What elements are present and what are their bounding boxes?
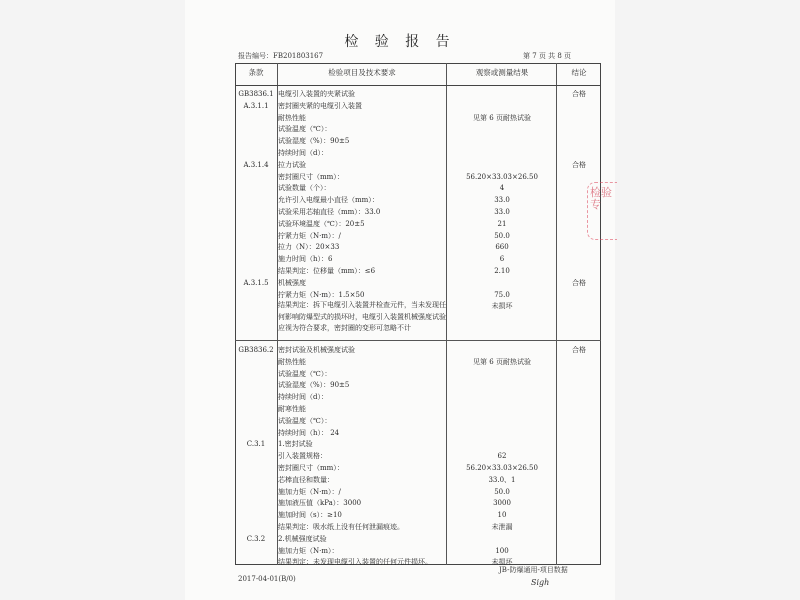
- cell-verdict: [557, 486, 601, 498]
- cell-result: [447, 123, 557, 135]
- cell-clause: [235, 379, 277, 391]
- cell-verdict: 合格: [572, 278, 586, 287]
- cell-item: 施加力矩（N·m）：/: [278, 487, 341, 496]
- cell-result: 62: [497, 452, 507, 461]
- cell-item: 试验温度（℃）：: [278, 369, 332, 378]
- cell-clause: [235, 112, 277, 124]
- cell-item: 结果判定：位移量（mm）：≤6: [278, 267, 376, 275]
- cell-result: 6: [499, 255, 505, 264]
- cell-result: 未损坏: [491, 302, 513, 311]
- cell-clause: [235, 486, 277, 498]
- cell-verdict: [557, 112, 601, 124]
- cell-clause: [235, 265, 277, 277]
- cell-clause: [235, 497, 277, 509]
- cell-verdict: [557, 462, 601, 474]
- cell-item: 施加时间（s）：≥10: [278, 511, 342, 520]
- cell-item: 密封圈尺寸（mm）：: [278, 464, 344, 472]
- cell-result: 100: [495, 546, 509, 555]
- cell-clause: A.3.1.1: [243, 101, 269, 110]
- cell-result: [447, 159, 557, 171]
- cell-item: 密封圈尺寸（mm）：: [278, 172, 344, 181]
- cell-verdict: [557, 497, 601, 509]
- cell-clause: [235, 194, 277, 206]
- cell-clause: [235, 253, 277, 265]
- inspection-stamp: 检验专: [587, 182, 617, 240]
- cell-item: 试验湿度（%）：90±5: [278, 137, 350, 146]
- cell-result: 见第 6 页耐热试验: [473, 357, 531, 366]
- cell-result: 50.0: [494, 231, 510, 240]
- cell-item: 拧紧力矩（N·m）：1.5×50: [278, 290, 365, 299]
- cell-result: [447, 277, 557, 289]
- cell-clause: [235, 218, 277, 230]
- cell-verdict: [557, 241, 601, 253]
- cell-result: 见第 6 页耐热试验: [473, 113, 531, 122]
- cell-clause: [235, 123, 277, 135]
- cell-item: 电缆引入装置的夹紧试验: [278, 90, 355, 98]
- cell-verdict: 合格: [572, 160, 586, 169]
- cell-result: [447, 100, 557, 112]
- footer-signature: Sigh: [531, 578, 550, 587]
- cell-clause: A.3.1.5: [243, 278, 269, 287]
- cell-clause: [235, 403, 277, 415]
- cell-item: 耐寒性能: [278, 405, 306, 413]
- cell-result: 2.10: [494, 267, 510, 275]
- report-page: [185, 0, 615, 600]
- cell-result: [447, 427, 557, 439]
- cell-verdict: [557, 135, 601, 147]
- cell-verdict: [557, 509, 601, 521]
- cell-item: 结果判定：未发现电缆引入装置的任何元件损坏。: [278, 558, 432, 567]
- cell-clause: [235, 300, 277, 312]
- cell-item: 持续时间（d）：: [278, 149, 328, 157]
- cell-result: [447, 135, 557, 147]
- report-title: 检 验 报 告: [344, 34, 456, 50]
- cell-item: 结果判定：拆下电缆引入装置并检查元件，当未发现任何影响防爆型式的损坏时，电缆引入装置机械强度试验应视为符合要求，密封圈的变形可忽略不计: [278, 301, 446, 333]
- cell-result: [447, 88, 557, 100]
- cell-clause: [235, 427, 277, 439]
- cell-result: 75.0: [494, 290, 510, 299]
- header-clause: 条款: [248, 68, 264, 77]
- cell-item: 拧紧力矩（N·m）：/: [278, 231, 341, 240]
- cell-clause: C.3.2: [246, 534, 266, 543]
- cell-item: 结果判定：吸水纸上没有任何泄漏痕迹。: [278, 523, 404, 531]
- cell-result: 4: [499, 184, 505, 193]
- cell-verdict: [557, 427, 601, 439]
- cell-clause: [235, 171, 277, 183]
- cell-item: 试验湿度（%）：90±5: [278, 381, 350, 390]
- cell-result: [447, 368, 557, 380]
- cell-clause: GB3836.2: [238, 346, 274, 354]
- cell-verdict: [557, 253, 601, 265]
- cell-clause: [235, 368, 277, 380]
- cell-verdict: [557, 368, 601, 380]
- cell-clause: [235, 147, 277, 159]
- cell-item: 试验采用芯轴直径（mm）：33.0: [278, 208, 381, 216]
- cell-clause: [235, 474, 277, 486]
- cell-result: 50.0: [494, 487, 510, 496]
- cell-item: 拉力试验: [278, 160, 306, 169]
- cell-verdict: [557, 289, 601, 301]
- cell-clause: [235, 545, 277, 557]
- cell-verdict: [557, 265, 601, 277]
- cell-verdict: [557, 300, 601, 312]
- cell-item: 试验数量（个）：: [278, 184, 331, 193]
- cell-result: 56.20×33.03×26.50: [466, 464, 538, 472]
- cell-clause: [235, 135, 277, 147]
- cell-item: 芯棒直径和数量：: [278, 475, 334, 484]
- cell-verdict: [557, 391, 601, 403]
- cell-item: 允许引入电缆最小直径（mm）：: [278, 196, 379, 205]
- cell-verdict: [557, 521, 601, 533]
- cell-result: 21: [497, 219, 507, 228]
- cell-clause: C.3.1: [246, 440, 266, 449]
- cell-result: 10: [497, 511, 507, 520]
- cell-item: 2.机械强度试验: [278, 534, 327, 543]
- footer-date: 2017-04-01(B/0): [238, 575, 296, 583]
- cell-verdict: [557, 123, 601, 135]
- cell-clause: [235, 556, 277, 568]
- cell-clause: GB3836.1: [238, 90, 274, 98]
- cell-item: 试验温度（℃）：: [278, 416, 332, 425]
- cell-item: 耐热性能: [278, 357, 306, 366]
- footer-form-code: JB-防爆通用-项目数据: [499, 566, 568, 574]
- cell-verdict: 合格: [572, 90, 586, 98]
- cell-verdict: [557, 379, 601, 391]
- cell-clause: [235, 415, 277, 427]
- cell-item: 1.密封试验: [278, 440, 313, 449]
- cell-clause: [235, 356, 277, 368]
- cell-result: [447, 533, 557, 545]
- cell-result: 660: [495, 243, 509, 252]
- cell-clause: [235, 206, 277, 218]
- cell-result: [447, 438, 557, 450]
- cell-result: 未损坏: [491, 558, 513, 567]
- cell-clause: [235, 450, 277, 462]
- cell-item: 密封试验及机械强度试验: [278, 346, 355, 354]
- cell-result: 33.0: [494, 208, 510, 216]
- cell-verdict: [557, 438, 601, 450]
- cell-result: [447, 147, 557, 159]
- cell-clause: [235, 521, 277, 533]
- header-result: 观察或测量结果: [475, 68, 529, 77]
- cell-verdict: [557, 474, 601, 486]
- cell-verdict: 合格: [572, 346, 586, 354]
- cell-verdict: [557, 356, 601, 368]
- cell-clause: [235, 230, 277, 242]
- report-number: 报告编号：FB201803167: [238, 52, 324, 60]
- cell-result: [447, 379, 557, 391]
- cell-clause: [235, 241, 277, 253]
- cell-result: [447, 344, 557, 356]
- header-verdict: 结论: [571, 68, 587, 77]
- cell-item: 施力时间（h）：6: [278, 255, 333, 264]
- cell-item: 施加液压值（kPa）：3000: [278, 499, 362, 508]
- cell-verdict: [557, 415, 601, 427]
- cell-verdict: [557, 147, 601, 159]
- cell-verdict: [557, 450, 601, 462]
- cell-result: [447, 403, 557, 415]
- cell-clause: [235, 509, 277, 521]
- cell-clause: [235, 462, 277, 474]
- cell-clause: [235, 391, 277, 403]
- cell-item: 持续时间（d）：: [278, 393, 328, 402]
- cell-clause: [235, 289, 277, 301]
- cell-verdict: [557, 100, 601, 112]
- cell-item: 施加力矩（N·m）：: [278, 546, 339, 555]
- cell-item: 持续时间（h）： 24: [278, 428, 340, 437]
- cell-result: 33.0: [494, 196, 510, 205]
- cell-verdict: [557, 545, 601, 557]
- cell-result: 3000: [493, 499, 511, 508]
- cell-verdict: [557, 403, 601, 415]
- cell-item: 试验环境温度（℃）：20±5: [278, 219, 365, 228]
- cell-item: 拉力（N）：20×33: [278, 243, 340, 252]
- cell-item: 密封圈夹紧的电缆引入装置: [278, 101, 362, 110]
- cell-result: 未泄漏: [491, 523, 513, 531]
- cell-result: 33.0、1: [488, 475, 516, 484]
- cell-result: [447, 415, 557, 427]
- cell-item: 引入装置规格：: [278, 452, 327, 461]
- cell-verdict: [557, 533, 601, 545]
- cell-verdict: [557, 171, 601, 183]
- header-item: 检验项目及技术要求: [328, 68, 396, 77]
- cell-item: 耐热性能: [278, 113, 306, 122]
- cell-clause: [235, 182, 277, 194]
- cell-clause: A.3.1.4: [243, 160, 269, 169]
- header-divider: [235, 85, 601, 86]
- cell-item: 机械强度: [278, 278, 306, 287]
- page-info: 第 7 页 共 8 页: [523, 52, 572, 60]
- cell-result: [447, 391, 557, 403]
- cell-result: 56.20×33.03×26.50: [466, 172, 538, 181]
- cell-item: 试验温度（℃）：: [278, 125, 332, 134]
